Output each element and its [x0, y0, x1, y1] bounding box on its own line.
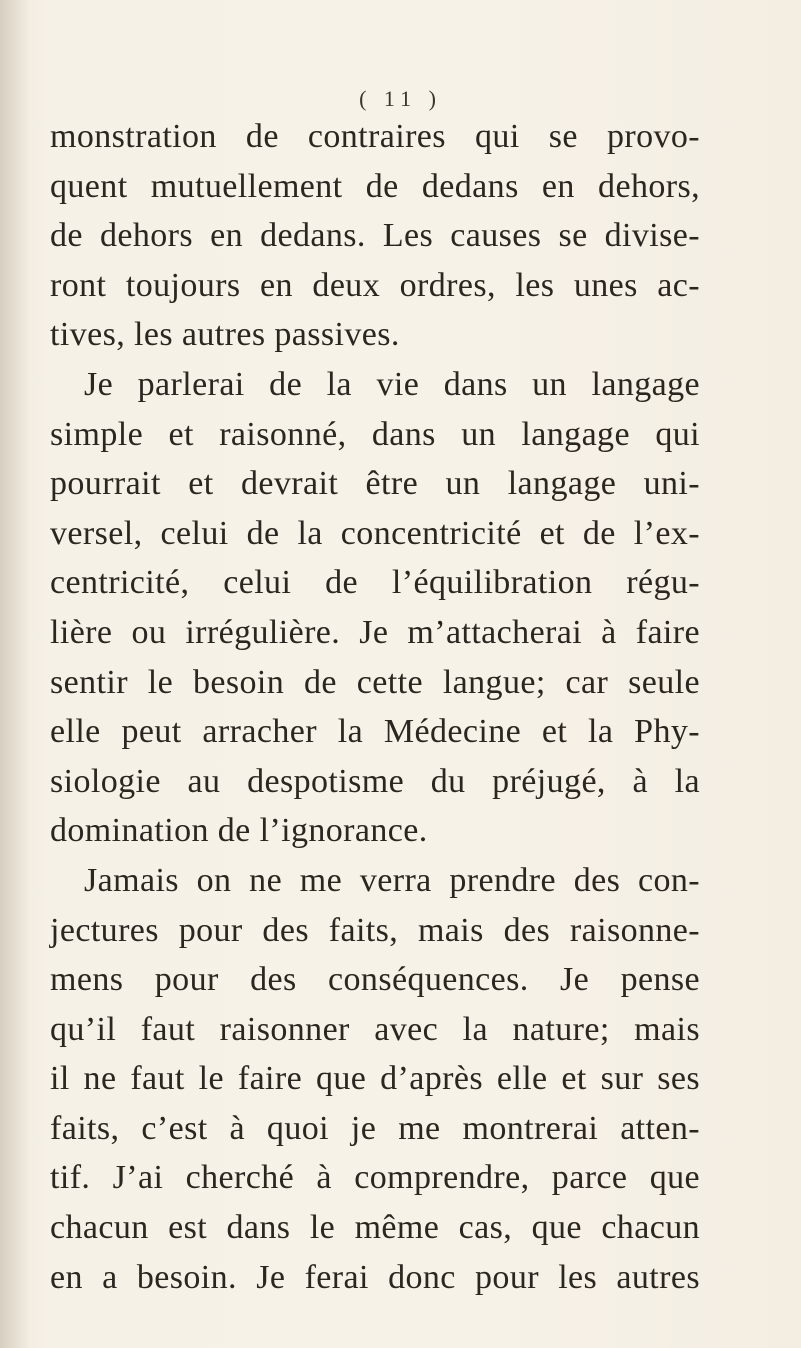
text-line: domination de l’ignorance.: [50, 812, 428, 850]
text-line: siologie au despotisme du préjugé, à la: [50, 762, 700, 800]
text-line: Jamais on ne me verra prendre des con-: [84, 861, 700, 899]
text-line: tif. J’ai cherché à comprendre, parce que: [50, 1159, 700, 1197]
text-line: en a besoin. Je ferai donc pour les autres: [50, 1258, 700, 1296]
text-line: tives, les autres passives.: [50, 316, 400, 354]
text-line: pourrait et devrait être un langage uni-: [50, 465, 700, 503]
text-line: centricité, celui de l’équilibration régu-: [50, 564, 700, 602]
text-line: elle peut arracher la Médecine et la Phy-: [50, 713, 700, 751]
text-line: versel, celui de la concentricité et de l’ex-: [50, 514, 700, 552]
text-line: monstration de contraires qui se provo-: [50, 118, 700, 155]
text-line: simple et raisonné, dans un langage qui: [50, 415, 700, 453]
text-line: faits, c’est à quoi je me montrerai atten-: [50, 1109, 700, 1147]
text-line: quent mutuellement de dedans en dehors,: [50, 167, 700, 205]
text-line: sentir le besoin de cette langue; car seule: [50, 663, 700, 701]
text-line: mens pour des conséquences. Je pense: [50, 961, 700, 999]
page-number: ( 11 ): [359, 86, 442, 111]
text-line: jectures pour des faits, mais des raisonne-: [50, 911, 700, 949]
text-line: ront toujours en deux ordres, les unes ac-: [50, 266, 700, 304]
text-line: de dehors en dedans. Les causes se divise-: [50, 217, 700, 255]
text-line: lière ou irrégulière. Je m’attacherai à faire: [50, 613, 700, 651]
text-line: chacun est dans le même cas, que chacun: [50, 1209, 700, 1247]
text-line: Je parlerai de la vie dans un langage: [84, 365, 700, 403]
body-text: [50, 112, 700, 1302]
binding-shadow: [0, 0, 30, 1348]
text-line: il ne faut le faire que d’après elle et sur ses: [50, 1060, 700, 1098]
text-line: qu’il faut raisonner avec la nature; mais: [50, 1010, 700, 1048]
